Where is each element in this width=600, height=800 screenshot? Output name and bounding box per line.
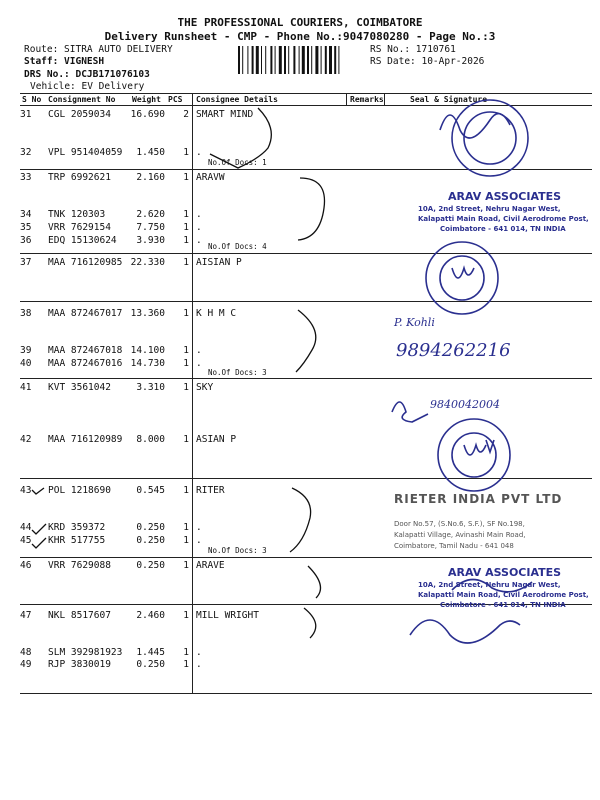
col-consignment: Consignment No — [48, 95, 116, 104]
row-serial-number: 45 — [20, 535, 32, 546]
row-serial-number: 32 — [20, 147, 32, 158]
pieces-count: 1 — [183, 172, 189, 183]
consignment-number: MAA 872467016 — [48, 358, 123, 369]
row-serial-number: 47 — [20, 610, 32, 621]
round-seal — [438, 419, 510, 491]
row-serial-number: 43 — [20, 485, 32, 496]
consignee-name: SMART MIND — [196, 109, 254, 120]
arav-stamp-line: Coimbatore - 641 014, TN INDIA — [440, 601, 566, 609]
weight-value: 14.730 — [130, 358, 165, 369]
weight-value: 0.250 — [136, 522, 165, 533]
row-serial-number: 37 — [20, 257, 32, 268]
pieces-count: 1 — [183, 647, 189, 658]
consignee-name: . — [196, 345, 202, 356]
weight-value: 0.250 — [136, 659, 165, 670]
consignee-name: . — [196, 147, 202, 158]
rs-date: RS Date: 10-Apr-2026 — [370, 56, 485, 67]
consignee-name: . — [196, 535, 202, 546]
weight-value: 3.930 — [136, 235, 165, 246]
pieces-count: 1 — [183, 610, 189, 621]
rieter-stamp-line: Coimbatore, Tamil Nadu - 641 048 — [394, 542, 514, 550]
row-serial-number: 31 — [20, 109, 32, 120]
consignment-number: NKL 8517607 — [48, 610, 111, 621]
consignee-name: RITER — [196, 485, 225, 496]
consignee-name: . — [196, 358, 202, 369]
pieces-count: 1 — [183, 257, 189, 268]
consignee-name: MILL WRIGHT — [196, 610, 259, 621]
row-serial-number: 33 — [20, 172, 32, 183]
rieter-stamp-line: Door No.57, (S.No.6, S.F.), SF No.198, — [394, 520, 525, 528]
consignment-number: TNK 120303 — [48, 209, 106, 220]
rs-number: RS No.: 1710761 — [370, 44, 456, 55]
handwritten-phone: 9840042004 — [430, 398, 500, 411]
consignee-name: . — [196, 235, 202, 246]
consignee-name: . — [196, 222, 202, 233]
pieces-count: 1 — [183, 485, 189, 496]
pieces-count: 1 — [183, 222, 189, 233]
weight-value: 1.445 — [136, 647, 165, 658]
row-serial-number: 42 — [20, 434, 32, 445]
consignment-number: MAA 872467018 — [48, 345, 123, 356]
consignment-number: KVT 3561042 — [48, 382, 111, 393]
arav-stamp-line: Kalapatti Main Road, Civil Aerodrome Post, — [418, 215, 589, 223]
col-remarks: Remarks — [350, 95, 384, 104]
row-serial-number: 34 — [20, 209, 32, 220]
pieces-count: 1 — [183, 147, 189, 158]
row-serial-number: 41 — [20, 382, 32, 393]
consignee-name: . — [196, 522, 202, 533]
staff-label: Staff: VIGNESH — [24, 56, 105, 67]
row-serial-number: 38 — [20, 308, 32, 319]
weight-value: 13.360 — [130, 308, 165, 319]
weight-value: 0.545 — [136, 485, 165, 496]
rieter-stamp-line: Kalapatti Village, Avinashi Main Road, — [394, 531, 526, 539]
row-serial-number: 39 — [20, 345, 32, 356]
consignment-number: POL 1218690 — [48, 485, 111, 496]
col-weight: Weight — [132, 95, 161, 104]
consignee-name: SKY — [196, 382, 214, 393]
col-sno: S No — [22, 95, 42, 104]
pieces-count: 1 — [183, 434, 189, 445]
pieces-count: 1 — [183, 235, 189, 246]
consignment-number: RJP 3830019 — [48, 659, 111, 670]
round-seal — [426, 242, 498, 314]
consignment-number: KHR 517755 — [48, 535, 106, 546]
doc-count-note: No.Of Docs: 3 — [208, 368, 267, 377]
consignee-name: . — [196, 209, 202, 220]
arav-stamp-name: ARAV ASSOCIATES — [448, 190, 562, 203]
rieter-stamp-name: RIETER INDIA PVT LTD — [394, 492, 563, 506]
weight-value: 0.250 — [136, 535, 165, 546]
pieces-count: 1 — [183, 308, 189, 319]
doc-count-note: No.Of Docs: 3 — [208, 546, 267, 555]
pieces-count: 1 — [183, 209, 189, 220]
doc-count-note: No.Of Docs: 4 — [208, 242, 267, 251]
consignment-number: SLM 392981923 — [48, 647, 123, 658]
arav-stamp-line: Kalapatti Main Road, Civil Aerodrome Post, — [418, 591, 589, 599]
consignment-number: TRP 6992621 — [48, 172, 111, 183]
handwritten-name: P. Kohli — [394, 316, 435, 329]
consignee-name: AISIAN P — [196, 257, 242, 268]
doc-count-note: No.Of Docs: 1 — [208, 158, 267, 167]
weight-value: 22.330 — [130, 257, 165, 268]
consignment-number: KRD 359372 — [48, 522, 106, 533]
consignee-name: ARAVE — [196, 560, 225, 571]
row-serial-number: 44 — [20, 522, 32, 533]
pieces-count: 1 — [183, 345, 189, 356]
weight-value: 0.250 — [136, 560, 165, 571]
row-serial-number: 36 — [20, 235, 32, 246]
pieces-count: 1 — [183, 358, 189, 369]
pieces-count: 2 — [183, 109, 189, 120]
weight-value: 2.620 — [136, 209, 165, 220]
weight-value: 14.100 — [130, 345, 165, 356]
row-serial-number: 46 — [20, 560, 32, 571]
weight-value: 2.160 — [136, 172, 165, 183]
row-serial-number: 35 — [20, 222, 32, 233]
weight-value: 16.690 — [130, 109, 165, 120]
col-seal: Seal & Signature — [410, 95, 488, 104]
weight-value: 8.000 — [136, 434, 165, 445]
consignee-name: ASIAN P — [196, 434, 237, 445]
col-consignee: Consignee Details — [196, 95, 278, 104]
consignee-name: . — [196, 647, 202, 658]
pieces-count: 1 — [183, 560, 189, 571]
consignee-name: ARAVW — [196, 172, 225, 183]
consignment-number: VRR 7629088 — [48, 560, 111, 571]
consignment-number: VRR 7629154 — [48, 222, 111, 233]
pieces-count: 1 — [183, 535, 189, 546]
arav-stamp-line: Coimbatore - 641 014, TN INDIA — [440, 225, 566, 233]
arav-stamp-line: 10A, 2nd Street, Nehru Nagar West, — [418, 581, 561, 589]
consignment-number: MAA 716120985 — [48, 257, 123, 268]
pieces-count: 1 — [183, 659, 189, 670]
col-pcs: PCS — [168, 95, 183, 104]
consignee-name: K H M C — [196, 308, 237, 319]
consignment-number: CGL 2059034 — [48, 109, 111, 120]
vehicle-label: Vehicle: EV Delivery — [30, 81, 145, 92]
weight-value: 2.460 — [136, 610, 165, 621]
row-serial-number: 40 — [20, 358, 32, 369]
handwritten-phone: 9894262216 — [396, 340, 511, 361]
pieces-count: 1 — [183, 382, 189, 393]
consignment-number: MAA 872467017 — [48, 308, 123, 319]
pieces-count: 1 — [183, 522, 189, 533]
drs-number: DRS No.: DCJB171076103 — [24, 69, 150, 80]
consignment-number: EDQ 15130624 — [48, 235, 117, 246]
route-label: Route: SITRA AUTO DELIVERY — [24, 44, 173, 55]
weight-value: 7.750 — [136, 222, 165, 233]
weight-value: 3.310 — [136, 382, 165, 393]
weight-value: 1.450 — [136, 147, 165, 158]
runsheet-subtitle: Delivery Runsheet - CMP - Phone No.:9047080280 - Page No.:3 — [104, 30, 496, 43]
arav-stamp-name: ARAV ASSOCIATES — [448, 566, 562, 579]
consignment-number: VPL 951404059 — [48, 147, 123, 158]
arav-stamp-line: 10A, 2nd Street, Nehru Nagar West, — [418, 205, 561, 213]
company-title: THE PROFESSIONAL COURIERS, COIMBATORE — [177, 16, 423, 29]
row-serial-number: 48 — [20, 647, 32, 658]
consignee-name: . — [196, 659, 202, 670]
row-serial-number: 49 — [20, 659, 32, 670]
consignment-number: MAA 716120989 — [48, 434, 123, 445]
